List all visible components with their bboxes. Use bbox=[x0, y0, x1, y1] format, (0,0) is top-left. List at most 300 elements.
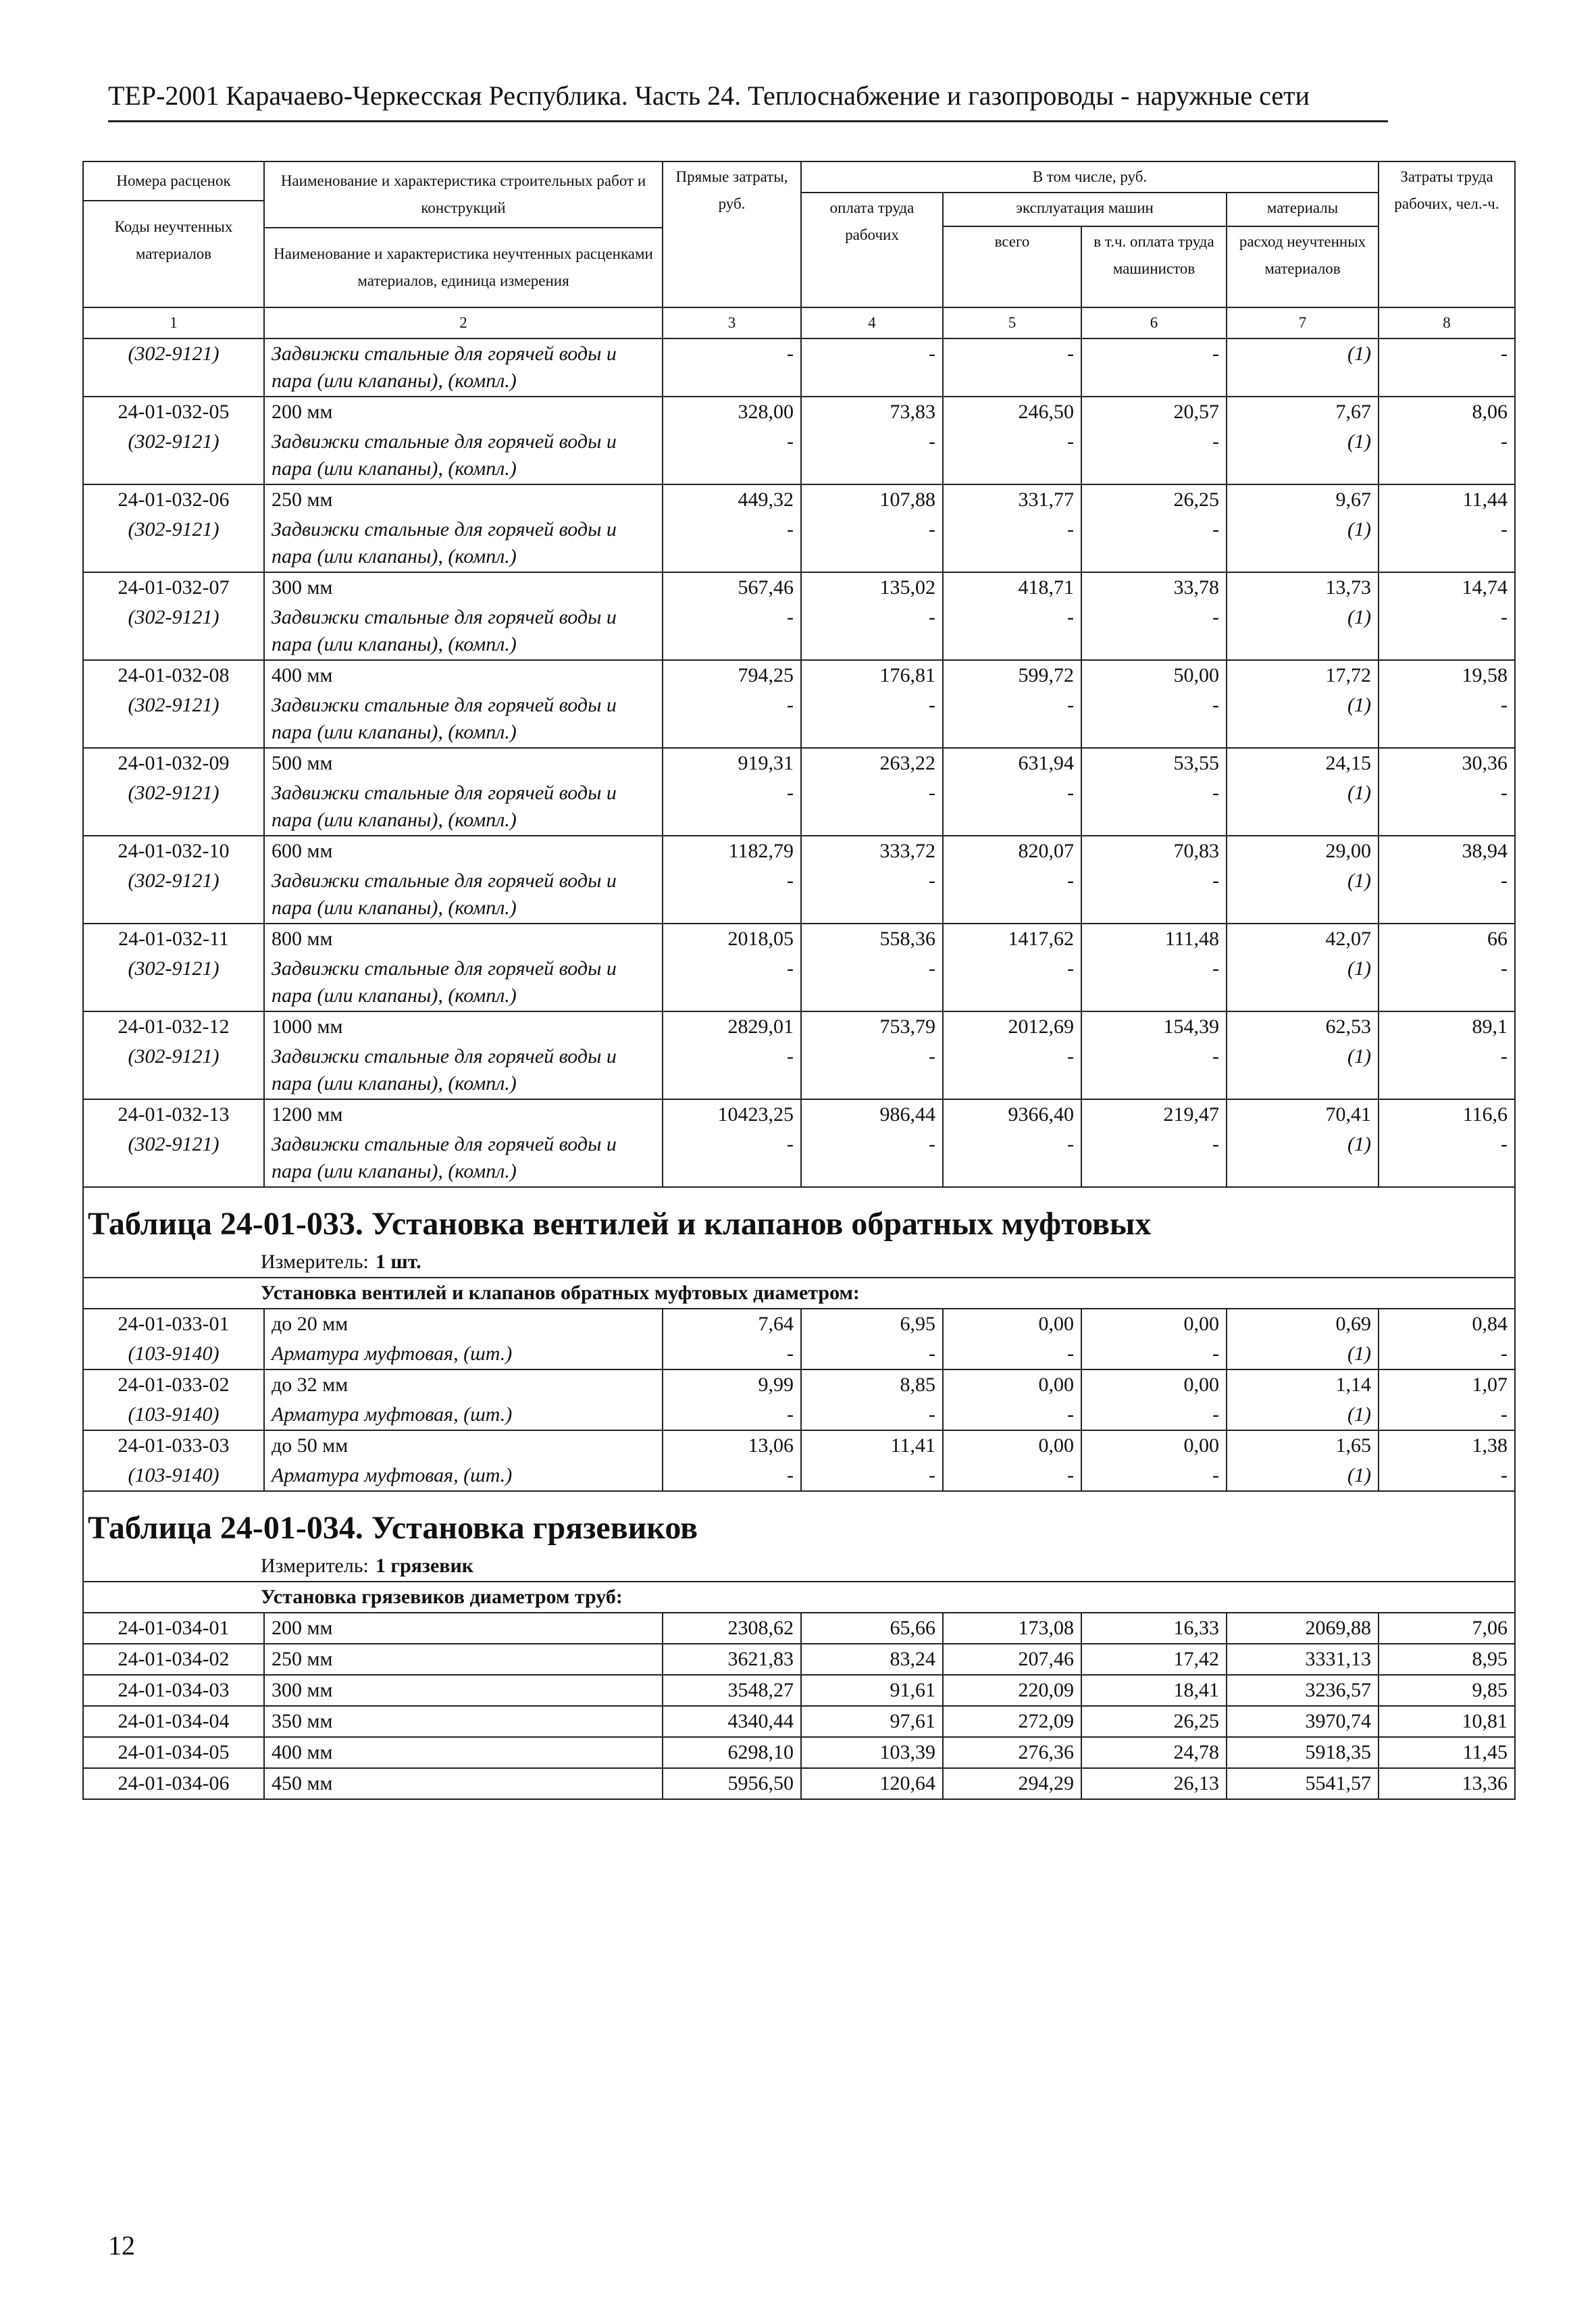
value-cell: - bbox=[801, 778, 943, 836]
price-row bbox=[83, 397, 1515, 427]
rate-code: 24-01-034-04 bbox=[83, 1706, 264, 1737]
value-cell: - bbox=[663, 515, 801, 572]
material-name: Арматура муфтовая, (шт.) bbox=[264, 1339, 663, 1369]
page-header-title: ТЕР-2001 Карачаево-Черкесская Республика. Часть 24. Теплоснабжение и газопроводы - наружные сети bbox=[108, 80, 1310, 111]
col-header-work-name: Наименование и характеристика строительных работ и конструкций bbox=[265, 162, 662, 228]
material-row bbox=[83, 690, 1515, 748]
value-cell: 753,79 bbox=[801, 1011, 943, 1042]
value-cell: 207,46 bbox=[943, 1644, 1081, 1675]
value-cell: - bbox=[801, 866, 943, 924]
value-cell: 111,48 bbox=[1081, 924, 1227, 954]
material-code: (302-9121) bbox=[83, 1042, 264, 1099]
value-cell: - bbox=[1379, 866, 1515, 924]
material-row bbox=[83, 427, 1515, 484]
value-cell: 1,65 bbox=[1227, 1430, 1379, 1461]
rate-name: 300 мм bbox=[264, 572, 663, 603]
value-cell: - bbox=[1081, 1339, 1227, 1369]
value-cell: - bbox=[1379, 778, 1515, 836]
value-cell: - bbox=[663, 690, 801, 748]
rate-name: 200 мм bbox=[264, 397, 663, 427]
price-row bbox=[83, 660, 1515, 690]
value-cell: 97,61 bbox=[801, 1706, 943, 1737]
col-header-codes bbox=[83, 161, 264, 307]
value-cell: 1,14 bbox=[1227, 1369, 1379, 1400]
value-cell: (1) bbox=[1227, 954, 1379, 1011]
value-cell: - bbox=[1081, 954, 1227, 1011]
value-cell: 24,15 bbox=[1227, 748, 1379, 778]
section-subheader: Установка вентилей и клапанов обратных муфтовых диаметром: bbox=[83, 1278, 1515, 1309]
material-name: Задвижки стальные для горячей воды и пара (или клапаны), (компл.) bbox=[264, 603, 663, 660]
rate-code: 24-01-032-09 bbox=[83, 748, 264, 778]
material-row bbox=[83, 1400, 1515, 1430]
rate-name: 400 мм bbox=[264, 1737, 663, 1768]
price-row bbox=[83, 1613, 1515, 1644]
price-row bbox=[83, 572, 1515, 603]
rate-name: до 32 мм bbox=[264, 1369, 663, 1400]
value-cell: 26,13 bbox=[1081, 1768, 1227, 1799]
value-cell: 3548,27 bbox=[663, 1675, 801, 1706]
value-cell: - bbox=[1379, 690, 1515, 748]
col-header-materials: материалы bbox=[1227, 193, 1379, 226]
header-row-1 bbox=[83, 161, 1515, 193]
value-cell: - bbox=[943, 778, 1081, 836]
rate-code: 24-01-032-10 bbox=[83, 836, 264, 866]
material-code: (302-9121) bbox=[83, 866, 264, 924]
value-cell: 263,22 bbox=[801, 748, 943, 778]
value-cell: 0,00 bbox=[943, 1309, 1081, 1339]
page-number: 12 bbox=[108, 2230, 135, 2261]
value-cell: (1) bbox=[1227, 1339, 1379, 1369]
rate-code: 24-01-032-08 bbox=[83, 660, 264, 690]
rate-code: 24-01-032-06 bbox=[83, 484, 264, 515]
value-cell: 11,41 bbox=[801, 1430, 943, 1461]
rate-name: до 50 мм bbox=[264, 1430, 663, 1461]
rate-code: 24-01-033-03 bbox=[83, 1430, 264, 1461]
material-name: Задвижки стальные для горячей воды и пара (или клапаны), (компл.) bbox=[264, 515, 663, 572]
value-cell: 120,64 bbox=[801, 1768, 943, 1799]
value-cell: 220,09 bbox=[943, 1675, 1081, 1706]
value-cell: - bbox=[1081, 1461, 1227, 1491]
value-cell: 8,85 bbox=[801, 1369, 943, 1400]
col-header-machinist-pay: в т.ч. оплата труда машинистов bbox=[1081, 226, 1227, 307]
value-cell: 173,08 bbox=[943, 1613, 1081, 1644]
section-subheader: Установка грязевиков диаметром труб: bbox=[83, 1582, 1515, 1613]
value-cell: 0,84 bbox=[1379, 1309, 1515, 1339]
column-number: 2 bbox=[264, 307, 663, 338]
value-cell: 1,07 bbox=[1379, 1369, 1515, 1400]
value-cell: 29,00 bbox=[1227, 836, 1379, 866]
value-cell: 70,83 bbox=[1081, 836, 1227, 866]
value-cell: 62,53 bbox=[1227, 1011, 1379, 1042]
rate-code: 24-01-034-03 bbox=[83, 1675, 264, 1706]
material-code: (103-9140) bbox=[83, 1339, 264, 1369]
value-cell: 6298,10 bbox=[663, 1737, 801, 1768]
value-cell: 7,64 bbox=[663, 1309, 801, 1339]
value-cell: - bbox=[1379, 1130, 1515, 1187]
rate-code: 24-01-034-05 bbox=[83, 1737, 264, 1768]
value-cell: - bbox=[663, 954, 801, 1011]
measure-row bbox=[83, 1244, 1515, 1278]
material-name: Задвижки стальные для горячей воды и пара (или клапаны), (компл.) bbox=[264, 690, 663, 748]
value-cell: - bbox=[1379, 603, 1515, 660]
value-cell: - bbox=[663, 866, 801, 924]
column-number: 8 bbox=[1379, 307, 1515, 338]
value-cell: (1) bbox=[1227, 338, 1379, 397]
value-cell: - bbox=[801, 954, 943, 1011]
value-cell: 10,81 bbox=[1379, 1706, 1515, 1737]
material-name: Арматура муфтовая, (шт.) bbox=[264, 1461, 663, 1491]
value-cell: 333,72 bbox=[801, 836, 943, 866]
value-cell: 107,88 bbox=[801, 484, 943, 515]
value-cell: 103,39 bbox=[801, 1737, 943, 1768]
col-header-labor-costs: Затраты труда рабочих, чел.-ч. bbox=[1379, 161, 1515, 307]
value-cell: - bbox=[1081, 515, 1227, 572]
value-cell: 14,74 bbox=[1379, 572, 1515, 603]
value-cell: 38,94 bbox=[1379, 836, 1515, 866]
value-cell: 3331,13 bbox=[1227, 1644, 1379, 1675]
price-row bbox=[83, 1644, 1515, 1675]
rate-code: 24-01-032-07 bbox=[83, 572, 264, 603]
price-row bbox=[83, 484, 1515, 515]
value-cell: - bbox=[943, 954, 1081, 1011]
value-cell: 6,95 bbox=[801, 1309, 943, 1339]
rate-code: 24-01-032-12 bbox=[83, 1011, 264, 1042]
price-row bbox=[83, 748, 1515, 778]
material-code: (302-9121) bbox=[83, 427, 264, 484]
price-row bbox=[83, 1675, 1515, 1706]
value-cell: - bbox=[1081, 1130, 1227, 1187]
value-cell: 26,25 bbox=[1081, 1706, 1227, 1737]
rate-code: 24-01-033-01 bbox=[83, 1309, 264, 1339]
value-cell: 3236,57 bbox=[1227, 1675, 1379, 1706]
material-row bbox=[83, 954, 1515, 1011]
value-cell: 5956,50 bbox=[663, 1768, 801, 1799]
value-cell: - bbox=[663, 778, 801, 836]
price-row bbox=[83, 924, 1515, 954]
value-cell: 7,06 bbox=[1379, 1613, 1515, 1644]
material-name: Задвижки стальные для горячей воды и пара (или клапаны), (компл.) bbox=[264, 1042, 663, 1099]
value-cell: - bbox=[943, 1042, 1081, 1099]
value-cell: (1) bbox=[1227, 866, 1379, 924]
value-cell: - bbox=[943, 1400, 1081, 1430]
value-cell: - bbox=[801, 690, 943, 748]
value-cell: 11,45 bbox=[1379, 1737, 1515, 1768]
material-name: Задвижки стальные для горячей воды и пара (или клапаны), (компл.) bbox=[264, 866, 663, 924]
value-cell: 26,25 bbox=[1081, 484, 1227, 515]
value-cell: - bbox=[801, 515, 943, 572]
table-title-row bbox=[83, 1187, 1515, 1244]
value-cell: - bbox=[801, 427, 943, 484]
material-row bbox=[83, 1339, 1515, 1369]
value-cell: 2012,69 bbox=[943, 1011, 1081, 1042]
material-code: (302-9121) bbox=[83, 603, 264, 660]
value-cell: 66 bbox=[1379, 924, 1515, 954]
value-cell: 17,42 bbox=[1081, 1644, 1227, 1675]
col-header-material-codes: Коды неучтенных материалов bbox=[114, 218, 233, 262]
value-cell: 0,00 bbox=[1081, 1309, 1227, 1339]
value-cell: (1) bbox=[1227, 515, 1379, 572]
rate-code: 24-01-032-11 bbox=[83, 924, 264, 954]
value-cell: 73,83 bbox=[801, 397, 943, 427]
value-cell: 19,58 bbox=[1379, 660, 1515, 690]
value-cell: 599,72 bbox=[943, 660, 1081, 690]
rates-sheet bbox=[82, 161, 1514, 1800]
material-name: Задвижки стальные для горячей воды и пара (или клапаны), (компл.) bbox=[264, 427, 663, 484]
value-cell: 0,00 bbox=[943, 1369, 1081, 1400]
column-number: 3 bbox=[663, 307, 801, 338]
value-cell: 276,36 bbox=[943, 1737, 1081, 1768]
price-row bbox=[83, 1011, 1515, 1042]
value-cell: 20,57 bbox=[1081, 397, 1227, 427]
rate-name: 250 мм bbox=[264, 484, 663, 515]
value-cell: - bbox=[1379, 1461, 1515, 1491]
value-cell: 176,81 bbox=[801, 660, 943, 690]
rate-name: 600 мм bbox=[264, 836, 663, 866]
rate-code: 24-01-033-02 bbox=[83, 1369, 264, 1400]
rate-name: 300 мм bbox=[264, 1675, 663, 1706]
value-cell: - bbox=[1379, 515, 1515, 572]
col-header-machines: эксплуатация машин bbox=[943, 193, 1227, 226]
measure-row bbox=[83, 1549, 1515, 1582]
value-cell: - bbox=[1379, 954, 1515, 1011]
value-cell: 70,41 bbox=[1227, 1099, 1379, 1130]
measure-label: Измеритель: bbox=[261, 1555, 369, 1577]
rates-table bbox=[82, 161, 1516, 1800]
measure-line bbox=[83, 1549, 1515, 1582]
value-cell: 18,41 bbox=[1081, 1675, 1227, 1706]
value-cell: - bbox=[1081, 603, 1227, 660]
material-name: Задвижки стальные для горячей воды и пара (или клапаны), (компл.) bbox=[264, 338, 663, 397]
col-header-material-consumption: расход неучтенных материалов bbox=[1227, 226, 1379, 307]
value-cell: - bbox=[801, 1400, 943, 1430]
value-cell: 246,50 bbox=[943, 397, 1081, 427]
value-cell: 2829,01 bbox=[663, 1011, 801, 1042]
value-cell: - bbox=[943, 690, 1081, 748]
value-cell: 418,71 bbox=[943, 572, 1081, 603]
value-cell: - bbox=[1081, 866, 1227, 924]
value-cell: 30,36 bbox=[1379, 748, 1515, 778]
value-cell: - bbox=[663, 338, 801, 397]
value-cell: 0,69 bbox=[1227, 1309, 1379, 1339]
value-cell: 1182,79 bbox=[663, 836, 801, 866]
rate-code: 24-01-032-05 bbox=[83, 397, 264, 427]
value-cell: 50,00 bbox=[1081, 660, 1227, 690]
material-code: (302-9121) bbox=[83, 778, 264, 836]
rate-name: 800 мм bbox=[264, 924, 663, 954]
table-title: Таблица 24-01-034. Установка грязевиков bbox=[83, 1491, 1515, 1549]
value-cell: - bbox=[1081, 1042, 1227, 1099]
value-cell: - bbox=[1081, 690, 1227, 748]
value-cell: 820,07 bbox=[943, 836, 1081, 866]
value-cell: - bbox=[1379, 1400, 1515, 1430]
measure-value: 1 грязевик bbox=[375, 1555, 474, 1577]
value-cell: 5541,57 bbox=[1227, 1768, 1379, 1799]
value-cell: 91,61 bbox=[801, 1675, 943, 1706]
table-title-row bbox=[83, 1491, 1515, 1549]
col-header-material-name: Наименование и характеристика неучтенных расценками материалов, единица измерения bbox=[274, 245, 653, 289]
value-cell: (1) bbox=[1227, 1461, 1379, 1491]
value-cell: 919,31 bbox=[663, 748, 801, 778]
value-cell: - bbox=[1379, 338, 1515, 397]
column-number: 4 bbox=[801, 307, 943, 338]
value-cell: - bbox=[801, 1042, 943, 1099]
material-row bbox=[83, 1130, 1515, 1187]
rate-name: 250 мм bbox=[264, 1644, 663, 1675]
material-row bbox=[83, 1461, 1515, 1491]
col-header-names bbox=[264, 161, 663, 307]
price-row bbox=[83, 1737, 1515, 1768]
value-cell: - bbox=[943, 1130, 1081, 1187]
value-cell: 9366,40 bbox=[943, 1099, 1081, 1130]
value-cell: - bbox=[1379, 427, 1515, 484]
value-cell: 1,38 bbox=[1379, 1430, 1515, 1461]
measure-value: 1 шт. bbox=[375, 1251, 421, 1273]
value-cell: 116,6 bbox=[1379, 1099, 1515, 1130]
rate-name: 200 мм bbox=[264, 1613, 663, 1644]
value-cell: 2018,05 bbox=[663, 924, 801, 954]
table-body bbox=[83, 161, 1515, 1799]
value-cell: - bbox=[1379, 1042, 1515, 1099]
value-cell: 89,1 bbox=[1379, 1011, 1515, 1042]
column-number: 5 bbox=[943, 307, 1081, 338]
value-cell: (1) bbox=[1227, 1400, 1379, 1430]
rate-name: до 20 мм bbox=[264, 1309, 663, 1339]
value-cell: (1) bbox=[1227, 690, 1379, 748]
material-code: (302-9121) bbox=[83, 690, 264, 748]
value-cell: - bbox=[801, 338, 943, 397]
price-row bbox=[83, 1099, 1515, 1130]
value-cell: 4340,44 bbox=[663, 1706, 801, 1737]
rate-code: 24-01-034-02 bbox=[83, 1644, 264, 1675]
value-cell: - bbox=[943, 338, 1081, 397]
column-number: 1 bbox=[83, 307, 264, 338]
value-cell: 0,00 bbox=[1081, 1430, 1227, 1461]
value-cell: 0,00 bbox=[1081, 1369, 1227, 1400]
material-name: Задвижки стальные для горячей воды и пара (или клапаны), (компл.) bbox=[264, 778, 663, 836]
value-cell: 0,00 bbox=[943, 1430, 1081, 1461]
value-cell: 65,66 bbox=[801, 1613, 943, 1644]
value-cell: 3970,74 bbox=[1227, 1706, 1379, 1737]
col-header-labor-pay: оплата труда рабочих bbox=[801, 193, 943, 307]
value-cell: 8,95 bbox=[1379, 1644, 1515, 1675]
value-cell: 154,39 bbox=[1081, 1011, 1227, 1042]
value-cell: - bbox=[1379, 1339, 1515, 1369]
value-cell: - bbox=[943, 1461, 1081, 1491]
column-number: 6 bbox=[1081, 307, 1227, 338]
value-cell: 2308,62 bbox=[663, 1613, 801, 1644]
value-cell: 13,06 bbox=[663, 1430, 801, 1461]
material-code: (302-9121) bbox=[83, 338, 264, 397]
rate-code: 24-01-032-13 bbox=[83, 1099, 264, 1130]
material-row bbox=[83, 603, 1515, 660]
material-row bbox=[83, 515, 1515, 572]
col-header-rate-numbers: Номера расценок bbox=[84, 162, 263, 201]
value-cell: 24,78 bbox=[1081, 1737, 1227, 1768]
value-cell: 449,32 bbox=[663, 484, 801, 515]
rate-name: 1000 мм bbox=[264, 1011, 663, 1042]
material-code: (103-9140) bbox=[83, 1461, 264, 1491]
value-cell: 567,46 bbox=[663, 572, 801, 603]
value-cell: 42,07 bbox=[1227, 924, 1379, 954]
value-cell: (1) bbox=[1227, 603, 1379, 660]
price-row bbox=[83, 1430, 1515, 1461]
material-name: Арматура муфтовая, (шт.) bbox=[264, 1400, 663, 1430]
col-header-machines-total: всего bbox=[943, 226, 1081, 307]
material-code: (302-9121) bbox=[83, 954, 264, 1011]
value-cell: 3621,83 bbox=[663, 1644, 801, 1675]
value-cell: 53,55 bbox=[1081, 748, 1227, 778]
value-cell: - bbox=[943, 427, 1081, 484]
col-header-direct-costs: Прямые затраты, руб. bbox=[663, 161, 801, 307]
material-row bbox=[83, 778, 1515, 836]
value-cell: - bbox=[943, 515, 1081, 572]
value-cell: - bbox=[663, 1461, 801, 1491]
value-cell: - bbox=[663, 1042, 801, 1099]
value-cell: 219,47 bbox=[1081, 1099, 1227, 1130]
value-cell: - bbox=[943, 866, 1081, 924]
rate-name: 500 мм bbox=[264, 748, 663, 778]
value-cell: - bbox=[943, 603, 1081, 660]
value-cell: 328,00 bbox=[663, 397, 801, 427]
header-rule bbox=[108, 120, 1388, 122]
value-cell: 794,25 bbox=[663, 660, 801, 690]
value-cell: 9,67 bbox=[1227, 484, 1379, 515]
value-cell: - bbox=[1081, 338, 1227, 397]
rate-name: 450 мм bbox=[264, 1768, 663, 1799]
value-cell: - bbox=[663, 603, 801, 660]
value-cell: 2069,88 bbox=[1227, 1613, 1379, 1644]
table-title: Таблица 24-01-033. Установка вентилей и клапанов обратных муфтовых bbox=[83, 1187, 1515, 1244]
price-row bbox=[83, 1706, 1515, 1737]
value-cell: - bbox=[663, 1339, 801, 1369]
value-cell: 8,06 bbox=[1379, 397, 1515, 427]
rate-name: 350 мм bbox=[264, 1706, 663, 1737]
material-row bbox=[83, 866, 1515, 924]
value-cell: 13,36 bbox=[1379, 1768, 1515, 1799]
col-header-including: В том числе, руб. bbox=[801, 161, 1379, 193]
value-cell: 986,44 bbox=[801, 1099, 943, 1130]
value-cell: 13,73 bbox=[1227, 572, 1379, 603]
value-cell: (1) bbox=[1227, 1130, 1379, 1187]
column-number: 7 bbox=[1227, 307, 1379, 338]
value-cell: - bbox=[663, 1400, 801, 1430]
value-cell: 331,77 bbox=[943, 484, 1081, 515]
material-code: (103-9140) bbox=[83, 1400, 264, 1430]
material-name: Задвижки стальные для горячей воды и пара (или клапаны), (компл.) bbox=[264, 954, 663, 1011]
price-row bbox=[83, 1309, 1515, 1339]
rate-code: 24-01-034-01 bbox=[83, 1613, 264, 1644]
measure-label: Измеритель: bbox=[261, 1251, 369, 1273]
value-cell: (1) bbox=[1227, 778, 1379, 836]
value-cell: 10423,25 bbox=[663, 1099, 801, 1130]
material-code: (302-9121) bbox=[83, 515, 264, 572]
value-cell: (1) bbox=[1227, 427, 1379, 484]
value-cell: - bbox=[1081, 427, 1227, 484]
material-row bbox=[83, 1042, 1515, 1099]
value-cell: 9,99 bbox=[663, 1369, 801, 1400]
value-cell: - bbox=[943, 1339, 1081, 1369]
material-row bbox=[83, 338, 1515, 397]
value-cell: - bbox=[663, 427, 801, 484]
subheader-row bbox=[83, 1278, 1515, 1309]
value-cell: - bbox=[801, 1461, 943, 1491]
value-cell: 9,85 bbox=[1379, 1675, 1515, 1706]
value-cell: 1417,62 bbox=[943, 924, 1081, 954]
value-cell: 16,33 bbox=[1081, 1613, 1227, 1644]
value-cell: 17,72 bbox=[1227, 660, 1379, 690]
value-cell: 631,94 bbox=[943, 748, 1081, 778]
material-name: Задвижки стальные для горячей воды и пара (или клапаны), (компл.) bbox=[264, 1130, 663, 1187]
